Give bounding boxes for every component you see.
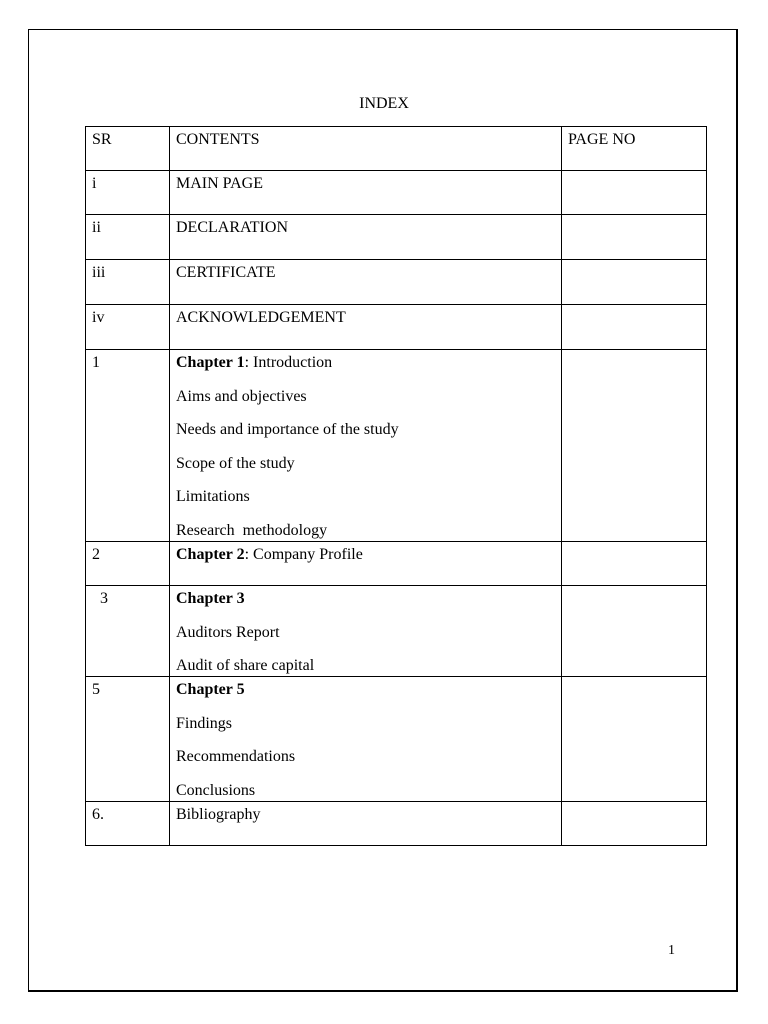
index-table xyxy=(85,126,707,846)
contents-line xyxy=(176,487,561,521)
table-row xyxy=(86,350,707,542)
table-row xyxy=(86,541,707,585)
contents-cell xyxy=(170,305,562,350)
sr-cell: 2 xyxy=(86,541,170,585)
sr-cell: iii xyxy=(86,260,170,305)
sr-cell: iv xyxy=(86,305,170,350)
contents-line xyxy=(176,387,561,421)
contents-text: Scope of the study xyxy=(176,454,295,472)
contents-line xyxy=(176,218,561,238)
chapter-label: Chapter 3 xyxy=(176,589,245,607)
page-no-cell xyxy=(562,171,707,215)
table-row xyxy=(86,171,707,215)
contents-cell xyxy=(170,677,562,802)
page-number: 1 xyxy=(668,943,675,958)
contents-line xyxy=(176,680,561,714)
contents-line xyxy=(176,589,561,623)
chapter-label: Chapter 2 xyxy=(176,545,245,563)
contents-line xyxy=(176,805,561,825)
contents-line xyxy=(176,263,561,283)
contents-text: Limitations xyxy=(176,488,250,506)
page-no-cell xyxy=(562,677,707,802)
contents-line xyxy=(176,174,561,194)
contents-line xyxy=(176,747,561,781)
table-row xyxy=(86,585,707,676)
contents-cell xyxy=(170,801,562,845)
page-no-cell xyxy=(562,215,707,260)
table-row xyxy=(86,801,707,845)
contents-line xyxy=(176,623,561,657)
contents-text: DECLARATION xyxy=(176,219,288,236)
header-contents: CONTENTS xyxy=(170,127,562,171)
contents-text: Recommendations xyxy=(176,748,296,766)
header-sr: SR xyxy=(86,127,170,171)
contents-text: Auditors Report xyxy=(176,623,280,641)
contents-text: : Company Profile xyxy=(244,545,363,563)
contents-line xyxy=(176,353,561,387)
contents-text: Bibliography xyxy=(176,805,261,823)
contents-text: CERTIFICATE xyxy=(176,264,276,281)
contents-text: Aims and objectives xyxy=(176,387,307,405)
contents-cell xyxy=(170,171,562,215)
chapter-label: Chapter 5 xyxy=(176,681,245,699)
contents-cell xyxy=(170,541,562,585)
contents-line xyxy=(176,656,561,676)
contents-text: Research methodology xyxy=(176,521,328,539)
table-row xyxy=(86,677,707,802)
contents-line xyxy=(176,308,561,328)
page-no-cell xyxy=(562,585,707,676)
index-title: INDEX xyxy=(359,95,409,112)
contents-cell xyxy=(170,585,562,676)
contents-line xyxy=(176,714,561,748)
page-no-cell xyxy=(562,260,707,305)
table-header-row xyxy=(86,127,707,171)
contents-cell xyxy=(170,350,562,542)
table-row xyxy=(86,260,707,305)
contents-text: Audit of share capital xyxy=(176,657,315,675)
sr-cell: ii xyxy=(86,215,170,260)
header-page-no: PAGE NO xyxy=(562,127,707,171)
table-row xyxy=(86,305,707,350)
contents-text: Conclusions xyxy=(176,781,256,799)
contents-line xyxy=(176,545,561,565)
page-no-cell xyxy=(562,801,707,845)
sr-cell: 6. xyxy=(86,801,170,845)
contents-cell xyxy=(170,260,562,305)
contents-line xyxy=(176,781,561,801)
contents-line xyxy=(176,521,561,541)
sr-cell: 5 xyxy=(86,677,170,802)
contents-text: Needs and importance of the study xyxy=(176,421,399,439)
contents-text: Findings xyxy=(176,714,233,732)
page-no-cell xyxy=(562,541,707,585)
contents-line xyxy=(176,420,561,454)
page-no-cell xyxy=(562,305,707,350)
sr-cell: i xyxy=(86,171,170,215)
sr-cell: 1 xyxy=(86,350,170,542)
contents-text: MAIN PAGE xyxy=(176,175,263,192)
chapter-label: Chapter 1 xyxy=(176,354,245,371)
sr-cell: 3 xyxy=(86,585,170,676)
contents-cell xyxy=(170,215,562,260)
contents-text: ACKNOWLEDGEMENT xyxy=(176,309,346,326)
contents-text: : Introduction xyxy=(244,354,333,371)
contents-line xyxy=(176,454,561,488)
table-row xyxy=(86,215,707,260)
page-no-cell xyxy=(562,350,707,542)
